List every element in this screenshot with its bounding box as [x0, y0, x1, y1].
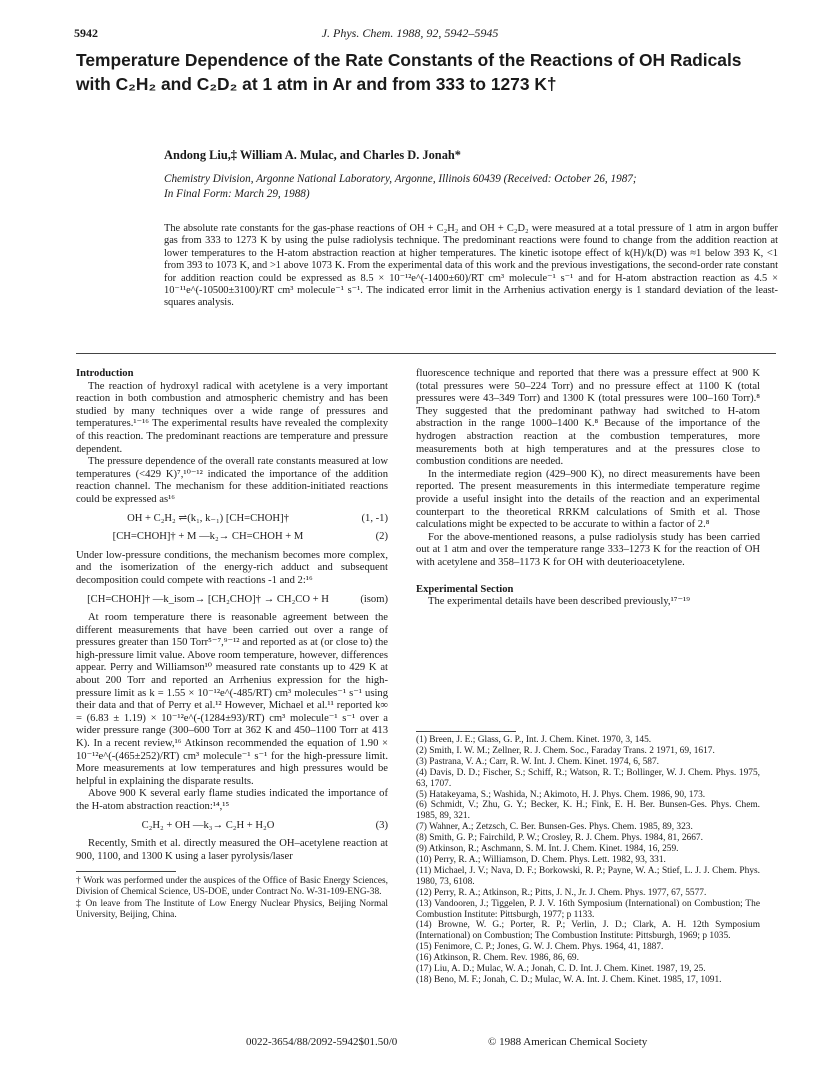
footnotes — [76, 876, 388, 921]
reference-item: (16) Atkinson, R. Chem. Rev. 1986, 86, 69. — [416, 953, 579, 964]
affiliation — [164, 172, 784, 201]
section-heading-introduction: Introduction — [76, 368, 134, 379]
reference-item: (1) Breen, J. E.; Glass, G. P., Int. J. Chem. Kinet. 1970, 3, 145. — [416, 735, 652, 745]
paragraph: Above 900 K several early flame studies indicated the importance of the H-atom abstraction reaction:¹⁴,¹⁵ — [76, 788, 388, 812]
paragraph: At room temperature there is reasonable agreement between the different measurements that have been carried out over a range of pressures greater than 150 Torr⁵⁻⁷,⁹⁻¹² and reported as at (or close to) the high-pressure limit value. Above room temperature, however, differences appear. Perry and Williamson¹⁰ measured rate constants up to 429 K at about 200 Torr and reported an Arrhenius expression for the high-pressure limit as k = 1.55 × 10⁻¹²e^(-485/RT) cm³ molecules⁻¹ s⁻¹ using their data and that of Perry et al.¹² However, Michael et al.¹¹ reported k∞ = (6.83 ± 1.19) × 10⁻¹²e^(-(1284±93)/RT) cm³ molecule⁻¹ s⁻¹ over a wider pressure range (300–600 Torr at 362 K and 450–1100 Torr at 413 K). In a recent review,¹⁶ Atkinson recommended the equation of 1.90 × 10⁻¹²e^(-(465±252)/RT) cm³ molecule⁻¹ s⁻¹ for the high-pressure limit. More measurements at low temperatures and high pressures would be helpful in explaining the disparate results. — [76, 612, 388, 787]
section-divider — [76, 353, 776, 354]
article-code: 0022-3654/88/2092-5942$01.50/0 — [246, 1036, 398, 1048]
reference-list — [416, 731, 760, 986]
page-number: 5942 — [74, 26, 98, 40]
reference-item: (13) Vandooren, J.; Tiggelen, P. J. V. 16th Symposium (International) on Combustion; The Combustion Institute: Pittsburgh, 1977; p 1133. — [416, 898, 760, 920]
article-title: Temperature Dependence of the Rate Constants of the Reactions of OH Radicals with C₂H₂ and C₂D₂ at 1 atm in Ar and from 333 to 1273 K† — [76, 50, 742, 94]
paragraph: For the above-mentioned reasons, a pulse radiolysis study has been carried out at 1 atm and over the temperature range 333–1273 K for the reaction of OH with acetylene and 358–1173 K for OH with deuterioacetylene. — [416, 531, 760, 568]
reference-item: (11) Michael, J. V.; Nava, D. F.; Borkowski, R. P.; Payne, W. A.; Stief, L. J. J. Chem. Phys. 1980, 73, 6108. — [416, 865, 760, 887]
reference-item: (3) Pastrana, V. A.; Carr, R. W. Int. J. Chem. Kinet. 1974, 6, 587. — [416, 756, 660, 767]
reference-item: (14) Browne, W. G.; Porter, R. P.; Verlin, J. D.; Clark, A. H. 12th Symposium (International) on Combustion; The Combustion Institute: Pittsburgh, 1969; p 1035. — [416, 920, 760, 942]
reference-item: (6) Schmidt, V.; Zhu, G. Y.; Becker, K. H.; Fink, E. H. Ber. Bunsen-Ges. Phys. Chem. 1985, 89, 321. — [416, 800, 760, 822]
footnote: † Work was performed under the auspices of the Office of Basic Energy Sciences, Division of Chemical Science, US-DOE, under Contract No. W-31-109-ENG-38. — [76, 876, 388, 898]
copyright-notice: © 1988 American Chemical Society — [488, 1036, 648, 1048]
equation-3 — [76, 820, 388, 833]
paragraph: The pressure dependence of the overall rate constants measured at low temperatures (<429 K)⁷,¹⁰⁻¹² indicated the importance of the addition reaction channel. The mechanism for these addition-initiated reactions could be expressed as¹⁶ — [76, 456, 388, 505]
abstract: The absolute rate constants for the gas-phase reactions of OH + C₂H₂ and OH + C₂D₂ were measured at a total pressure of 1 atm in argon buffer gas from 333 to 1273 K by using the pulse radiolysis technique. The predominant reactions were found to change from the addition reaction at lower temperatures to the H-atom abstraction reaction at higher temperatures. The kinetic isotope effect of k(H)/k(D) was ≈1 below 393 K, <1 from 393 to 1073 K, and >1 above 1073 K. From the experimental data of this work and the previous investigations, the second-order rate constant for addition reaction could be expressed as 8.5 × 10⁻¹²e^(-1400±60)/RT cm³ molecule⁻¹ s⁻¹ and for H-atom abstraction reaction as 4.5 × 10⁻¹¹e^(-10500±3100)/RT cm³ molecule⁻¹ s⁻¹. The indicated error limit in the Arrhenius activation energy is 1 standard deviation of the least-squares analysis. — [164, 223, 778, 309]
equation-2 — [76, 531, 388, 544]
equation-1 — [76, 513, 388, 526]
received-dates: In Final Form: March 29, 1988) — [164, 187, 310, 200]
footnote: ‡ On leave from The Institute of Low Energy Nuclear Physics, Beijing Normal University, Beijing, China. — [76, 899, 388, 921]
reference-item: (10) Perry, R. A.; Williamson, D. Chem. Phys. Lett. 1982, 93, 331. — [416, 854, 666, 865]
reference-item: (17) Liu, A. D.; Mulac, W. A.; Jonah, C. D. Int. J. Chem. Kinet. 1987, 19, 25. — [416, 964, 706, 975]
reference-divider — [416, 731, 516, 732]
equation-isom — [76, 594, 388, 607]
reference-item: (12) Perry, R. A.; Atkinson, R.; Pitts, J. N., Jr. J. Chem. Phys. 1977, 67, 5577. — [416, 887, 707, 898]
paragraph: The experimental details have been described previously,¹⁷⁻¹⁹ — [428, 596, 690, 608]
paragraph: Under low-pressure conditions, the mechanism becomes more complex, and the isomerization of the energy-rich adduct and subsequent decomposition could compete with reactions -1 and 2:¹⁶ — [76, 549, 388, 586]
author-list: Andong Liu,‡ William A. Mulac, and Charles D. Jonah* — [164, 148, 461, 162]
right-column — [416, 368, 760, 609]
reference-item: (9) Atkinson, R.; Aschmann, S. M. Int. J. Chem. Kinet. 1984, 16, 259. — [416, 844, 679, 855]
equation-body: OH + C₂H₂ ⇌(k₁, k₋₁) [CH=CHOH]† — [127, 512, 289, 524]
equation-body: [CH=CHOH]† —k_isom→ [CH₂CHO]† → CH₂CO + H — [87, 593, 329, 605]
paragraph: fluorescence technique and reported that there was a pressure effect at 900 K (total pressures were 50–224 Torr) and no pressure effect at 1100 K (total pressures were 43–349 Torr) and 1300 K (total pressures were 100–160 Torr).⁸ They suggested that the predominant pathway had switched to H-atom abstraction in the range 1000–1400 K.⁸ Because of the importance of the hydrogen abstraction reaction at the combustion temperatures, more measurements both at high temperatures and at the pressures close to combustion conditions are needed. — [416, 368, 760, 468]
equation-number: (3) — [375, 819, 388, 831]
reference-item: (7) Wahner, A.; Zetzsch, C. Ber. Bunsen-Ges. Phys. Chem. 1985, 89, 323. — [416, 822, 693, 833]
reference-item: (18) Beno, M. F.; Jonah, C. D.; Mulac, W. A. Int. J. Chem. Kinet. 1985, 17, 1091. — [416, 974, 722, 985]
left-column — [76, 368, 388, 922]
paragraph: The reaction of hydroxyl radical with acetylene is a very important reaction in both combustion and atmospheric chemistry and has been studied by many techniques over a wide range of pressures and temperatures.¹⁻¹⁶ The experimental results have revealed the complexity of this reaction. The predominant reactions are temperature and pressure dependent. — [76, 380, 388, 455]
reference-item: (8) Smith, G. P.; Fairchild, P. W.; Crosley, R. J. Chem. Phys. 1984, 81, 2667. — [416, 833, 703, 844]
equation-body: [CH=CHOH]† + M —k₂→ CH=CHOH + M — [112, 531, 304, 543]
paragraph: Recently, Smith et al. directly measured the OH–acetylene reaction at 900, 1100, and 1300 K using a laser pyrolysis/laser — [76, 838, 388, 862]
equation-number: (isom) — [360, 593, 388, 605]
section-heading-experimental: Experimental Section — [416, 583, 514, 595]
reference-item: (15) Fenimore, C. P.; Jones, G. W. J. Chem. Phys. 1964, 41, 1887. — [416, 942, 664, 953]
reference-item: (4) Davis, D. D.; Fischer, S.; Schiff, R.; Watson, R. T.; Bollinger, W. J. Chem. Phys. 1975, 63, 1707. — [416, 767, 760, 789]
equation-number: (2) — [375, 531, 388, 543]
paragraph: In the intermediate region (429–900 K), no direct measurements have been reported. The present measurements in this intermediate temperature regime provide a useful insight into the details of the reaction and an experimental counterpart to the theoretical RRKM calculations of Smith et al. Those calculations might be expected to be accurate to within a factor of 2.⁸ — [416, 468, 760, 531]
footnote-divider — [76, 871, 176, 872]
affiliation-line: Chemistry Division, Argonne National Laboratory, Argonne, Illinois 60439 (Received: October 26, 1987; — [164, 173, 637, 185]
equation-body: C₂H₂ + OH —k₃→ C₂H + H₂O — [141, 819, 275, 831]
reference-item: (2) Smith, I. W. M.; Zellner, R. J. Chem. Soc., Faraday Trans. 2 1971, 69, 1617. — [416, 745, 715, 756]
reference-item: (5) Hatakeyama, S.; Washida, N.; Akimoto, H. J. Phys. Chem. 1986, 90, 173. — [416, 789, 706, 800]
running-head: J. Phys. Chem. 1988, 92, 5942–5945 — [321, 26, 499, 40]
equation-number: (1, -1) — [361, 512, 388, 524]
